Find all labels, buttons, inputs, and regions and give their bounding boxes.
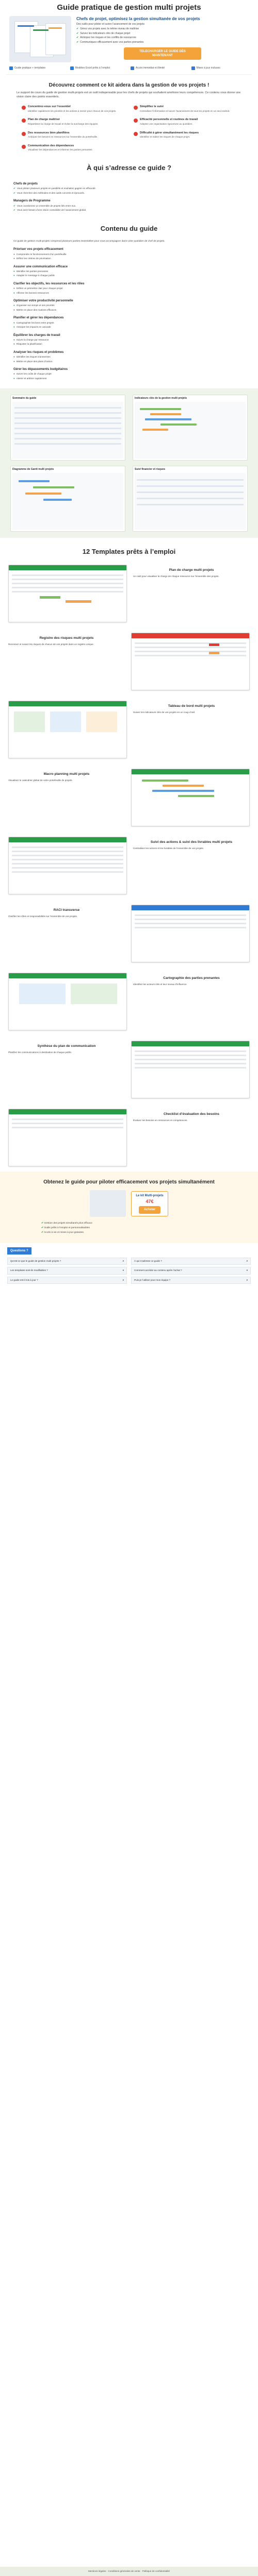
chevron-down-icon: ▾ xyxy=(246,1269,248,1272)
chevron-down-icon: ▾ xyxy=(246,1259,248,1262)
preview-card: Suivi financier et risques xyxy=(133,466,248,532)
faq-section xyxy=(0,1243,258,1289)
template-screenshot xyxy=(8,1109,127,1166)
download-icon xyxy=(131,66,134,70)
list-item: ● Alerter et arbitrer rapidement xyxy=(13,377,47,380)
benefit-item: Plan de charge maîtrisé Répartissez la charge de travail et évitez la surcharge des équipes. xyxy=(22,118,124,126)
template-item: Checklist d’évaluation des besoins Évaluez les besoins en ressources et compétences. xyxy=(0,1104,258,1172)
preview-image xyxy=(135,473,246,530)
templates-list xyxy=(0,560,258,1172)
offer-box: Le kit Multi-projets 47€ Acheter xyxy=(131,1191,168,1216)
template-screenshot xyxy=(131,633,250,690)
faq-item[interactable]: Les templates sont-ils modifiables ? ▾ xyxy=(7,1267,127,1274)
clock-icon xyxy=(134,118,138,123)
preview-image xyxy=(12,473,123,530)
preview-card: Indicateurs clés de la gestion multi projets xyxy=(133,395,248,461)
list-item: ● Suivre la charge par ressource xyxy=(13,338,49,341)
faq-item[interactable]: Qu’est-ce que le guide de gestion multi projets ? ▾ xyxy=(7,1258,127,1265)
chart-icon xyxy=(134,106,138,110)
template-screenshot xyxy=(8,973,127,1030)
hero-bullet-list xyxy=(76,27,249,44)
features-row xyxy=(6,62,252,75)
preview-image xyxy=(135,402,246,459)
users-icon xyxy=(22,132,26,136)
download-guide-button[interactable]: TELECHARGER LE GUIDE DÈS MAINTENANT xyxy=(124,47,201,60)
template-item: Synthèse du plan de communication Planifiez les communications à destination de chaque public. xyxy=(0,1036,258,1104)
preview-image xyxy=(12,402,123,459)
price-label: 47€ xyxy=(146,1198,154,1204)
check-icon: ✔ xyxy=(76,31,79,35)
hero-section xyxy=(6,16,252,62)
content-section: Ce guide de gestion multi-projets comprend plusieurs parties essentielles pour vous accompagner dans votre quotidien de chef de projets. Prioriser vos projets efficacement ● Comprendre le fonctionnement d’un portefeuille ● Définir les critères de priorisation Assurer une communication efficace ● Identifier les parties prenantes ● Adapter le message à chaque public Clarifier les objectifs, les ressources et les rôles ● Définir un périmètre clair pour chaque projet ● Affecter les bonnes ressources Optimiser votre productivité personnelle ● Organiser son temps et ses priorités ● Mettre en place des routines efficaces Planifier et gérer les dépendances ● Cartographier les liens entre projets ● Anticiper les impacts en cascade Équilibrer les charges de travail ● Suivre la charge par ressource ● Réajuster la planification Analyser les risques et problèmes ● Identifier les risques transverses ● Mettre en place des plans d’action Gérer les dépassements budgétaires ● Suivre les coûts de chaque projet ● Alerter et arbitrer rapidement xyxy=(6,237,252,384)
faq-title: Questions ? xyxy=(7,1247,31,1255)
list-item: ● Définir un périmètre clair pour chaque projet xyxy=(13,287,63,290)
list-item: ● Comprendre le fonctionnement d’un portefeuille xyxy=(13,252,67,256)
feature-item: Accès immédiat et illimité xyxy=(131,66,188,70)
list-item: ● Mettre en place des routines efficaces xyxy=(13,308,57,311)
guide-preview-grid xyxy=(0,388,258,538)
feature-item: Modèles Excel prêts à l’emploi xyxy=(70,66,128,70)
feature-item: Mises à jour incluses xyxy=(191,66,249,70)
template-item: RACI transverse Clarifiez les rôles et responsabilités sur l’ensemble de vos projets. xyxy=(0,900,258,968)
chevron-down-icon: ▾ xyxy=(122,1278,124,1281)
check-icon: ✔ xyxy=(76,36,79,40)
list-item: ✔ Vous pilotez plusieurs projets en parallèle et souhaitez gagner en efficacité. xyxy=(13,187,96,190)
audience-title: À qui s’adresse ce guide ? xyxy=(87,163,171,172)
list-item: ● Définir les critères de priorisation xyxy=(13,257,51,260)
page xyxy=(0,0,258,383)
benefits-grid xyxy=(6,103,252,154)
hero-bullet: ✔ Anticipez les risques et les conflits de ressources xyxy=(76,36,136,40)
template-item: Registre des risques multi projets Recensez et suivez les risques de chacun de vos projets dans un registre unique. xyxy=(0,628,258,696)
benefit-item: Concentrez-vous sur l’essentiel Identifiez rapidement les priorités et les actions à mener pour chacun de vos projets. xyxy=(22,105,124,113)
intro-section-title: Découvrez comment ce kit aidera dans la gestion de vos projets ! xyxy=(49,82,209,88)
list-item: ● Organiser son temps et ses priorités xyxy=(13,304,55,307)
list-item: ✔ Accès à vie et mises à jour gratuites xyxy=(41,1231,84,1234)
page-title: Guide pratique de gestion multi projets xyxy=(57,3,201,12)
list-item: ● Cartographier les liens entre projets xyxy=(13,321,54,324)
hero-subtitle: Des outils pour piloter et suivre l’avancement de vos projets xyxy=(76,23,145,26)
benefit-item: Des ressources bien planifiées Anticipez les besoins en ressources sur l’ensemble du portefeuille. xyxy=(22,131,124,139)
benefit-item: Communication des dépendances Visualisez les dépendances et informez les parties prenantes. xyxy=(22,144,124,152)
list-item: ● Identifier les parties prenantes xyxy=(13,269,49,273)
list-item: ● Réajuster la planification xyxy=(13,343,42,346)
list-item: ✔ Outils prêts à l’emploi et personnalisables xyxy=(41,1227,90,1230)
product-thumbnail xyxy=(90,1190,126,1217)
check-icon: ✔ xyxy=(76,27,79,31)
purchase-section: Obtenez le guide pour piloter efficacement vos projets simultanément Le kit Multi-projets 47€ Acheter ✔ Gestion des projets simultanés plus efficace ✔ Outils prêts à l’emploi et personnalisables ✔ Accès à vie et mises à jour gratuites xyxy=(0,1172,258,1243)
content-title: Contenu du guide xyxy=(100,225,158,233)
list-item: ● Affecter les bonnes ressources xyxy=(13,291,49,294)
faq-item[interactable]: À qui s’adresse ce guide ? ▾ xyxy=(131,1258,251,1265)
warning-icon xyxy=(134,132,138,136)
template-screenshot xyxy=(131,1041,250,1098)
template-item: Suivi des actions & suivi des livrables multi projets Centralisez les actions et les livrables de l’ensemble de vos projets. xyxy=(0,832,258,900)
link-icon xyxy=(22,145,26,149)
preview-card: Sommaire du guide xyxy=(10,395,125,461)
list-item: ✔ Vous coordonnez un ensemble de projets liés entre eux. xyxy=(13,204,76,207)
target-icon xyxy=(22,106,26,110)
hero-headline: Chefs de projet, optimisez la gestion simultanée de vos projets xyxy=(76,16,200,21)
chevron-down-icon: ▾ xyxy=(122,1269,124,1272)
template-screenshot xyxy=(131,905,250,962)
template-screenshot xyxy=(8,565,127,622)
list-item: ✔ Vous avez besoin d’une vision consolidée de l’avancement global. xyxy=(13,209,87,212)
template-screenshot xyxy=(8,701,127,758)
template-screenshot xyxy=(8,837,127,894)
content-intro: Ce guide de gestion multi-projets comprend plusieurs parties essentielles pour vous accompagner dans votre quotidien de chef de projets. xyxy=(13,240,165,243)
faq-item[interactable]: Le guide est-il mis à jour ? ▾ xyxy=(7,1277,127,1284)
product-cover-image xyxy=(9,16,71,62)
list-item: ✔ Gestion des projets simultanés plus efficace xyxy=(41,1222,92,1225)
template-screenshot xyxy=(131,769,250,826)
hero-bullet: ✔ Suivez les indicateurs clés de chaque projet xyxy=(76,31,131,35)
list-item: ● Adapter le message à chaque public xyxy=(13,274,55,277)
benefit-item: Efficacité personnelle et routines de travail Adoptez une organisation rigoureuse au quotidien. xyxy=(134,118,236,126)
template-item: Plan de charge multi projets Un outil pour visualiser la charge de chaque ressource sur l’ensemble des projets. xyxy=(0,560,258,628)
list-item: ● Mettre en place des plans d’action xyxy=(13,360,53,363)
hero-bullet: ✔ Gérez vos projets avec le même niveau de maîtrise xyxy=(76,27,139,31)
templates-title: 12 Templates prêts à l’emploi xyxy=(82,548,176,556)
buy-button[interactable]: Acheter xyxy=(139,1206,160,1213)
offer-points xyxy=(10,1217,248,1234)
template-item: Tableau de bord multi projets Suivez les indicateurs clés de vos projets en un coup d’œil. xyxy=(0,696,258,764)
chevron-down-icon: ▾ xyxy=(122,1259,124,1262)
template-item: Cartographie des parties prenantes Identifiez les acteurs clés et leur niveau d’influence. xyxy=(0,968,258,1036)
template-item: Macro planning multi projets Visualisez le calendrier global de votre portefeuille de projets. xyxy=(0,764,258,832)
preview-card: Diagramme de Gantt multi projets xyxy=(10,466,125,532)
refresh-icon xyxy=(191,66,195,70)
list-item: ● Anticiper les impacts en cascade xyxy=(13,326,51,329)
check-icon: ✔ xyxy=(76,40,79,44)
list-item: ✔ Vous cherchez des méthodes et des outils concrets et éprouvés. xyxy=(13,191,85,194)
feature-item: Guide pratique + templates xyxy=(9,66,67,70)
faq-item[interactable]: Comment accéder au contenu après l’achat ? ▾ xyxy=(131,1267,251,1274)
footer[interactable]: Mentions légales · Conditions générales de vente · Politique de confidentialité xyxy=(0,2567,258,2576)
audience-section: Chefs de projets ✔ Vous pilotez plusieurs projets en parallèle et souhaitez gagner en efficacité. ✔ Vous cherchez des méthodes et des outils concrets et éprouvés. Managers de Programme ✔ Vous coordonnez un ensemble de projets liés entre eux. ✔ Vous avez besoin d’une vision consolidée de l’avancement global. xyxy=(6,176,252,215)
document-icon xyxy=(9,66,13,70)
intro-text: Le support de cours du guide de gestion multi-projets est un outil indispensable pour les chefs de projets qui souhaitent améliorer leurs compétences. Ce contenu vous donne une vision claire des points essentiels. xyxy=(17,91,241,98)
chevron-down-icon: ▾ xyxy=(246,1278,248,1281)
spreadsheet-icon xyxy=(70,66,74,70)
list-item: ● Suivre les coûts de chaque projet xyxy=(13,372,52,376)
faq-item[interactable]: Puis-je l’utiliser pour mon équipe ? ▾ xyxy=(131,1277,251,1284)
benefit-item: Difficulté à gérer simultanément les risques Identifiez et traitez les risques de chaque projet. xyxy=(134,131,236,139)
scale-icon xyxy=(22,118,26,123)
hero-bullet: ✔ Communiquez efficacement avec vos parties prenantes xyxy=(76,40,144,44)
benefit-item: Simplifiez le suivi Centralisez l’information et suivez l’avancement de tous les projets en un seul endroit. xyxy=(134,105,236,113)
list-item: ● Identifier les risques transverses xyxy=(13,355,51,359)
